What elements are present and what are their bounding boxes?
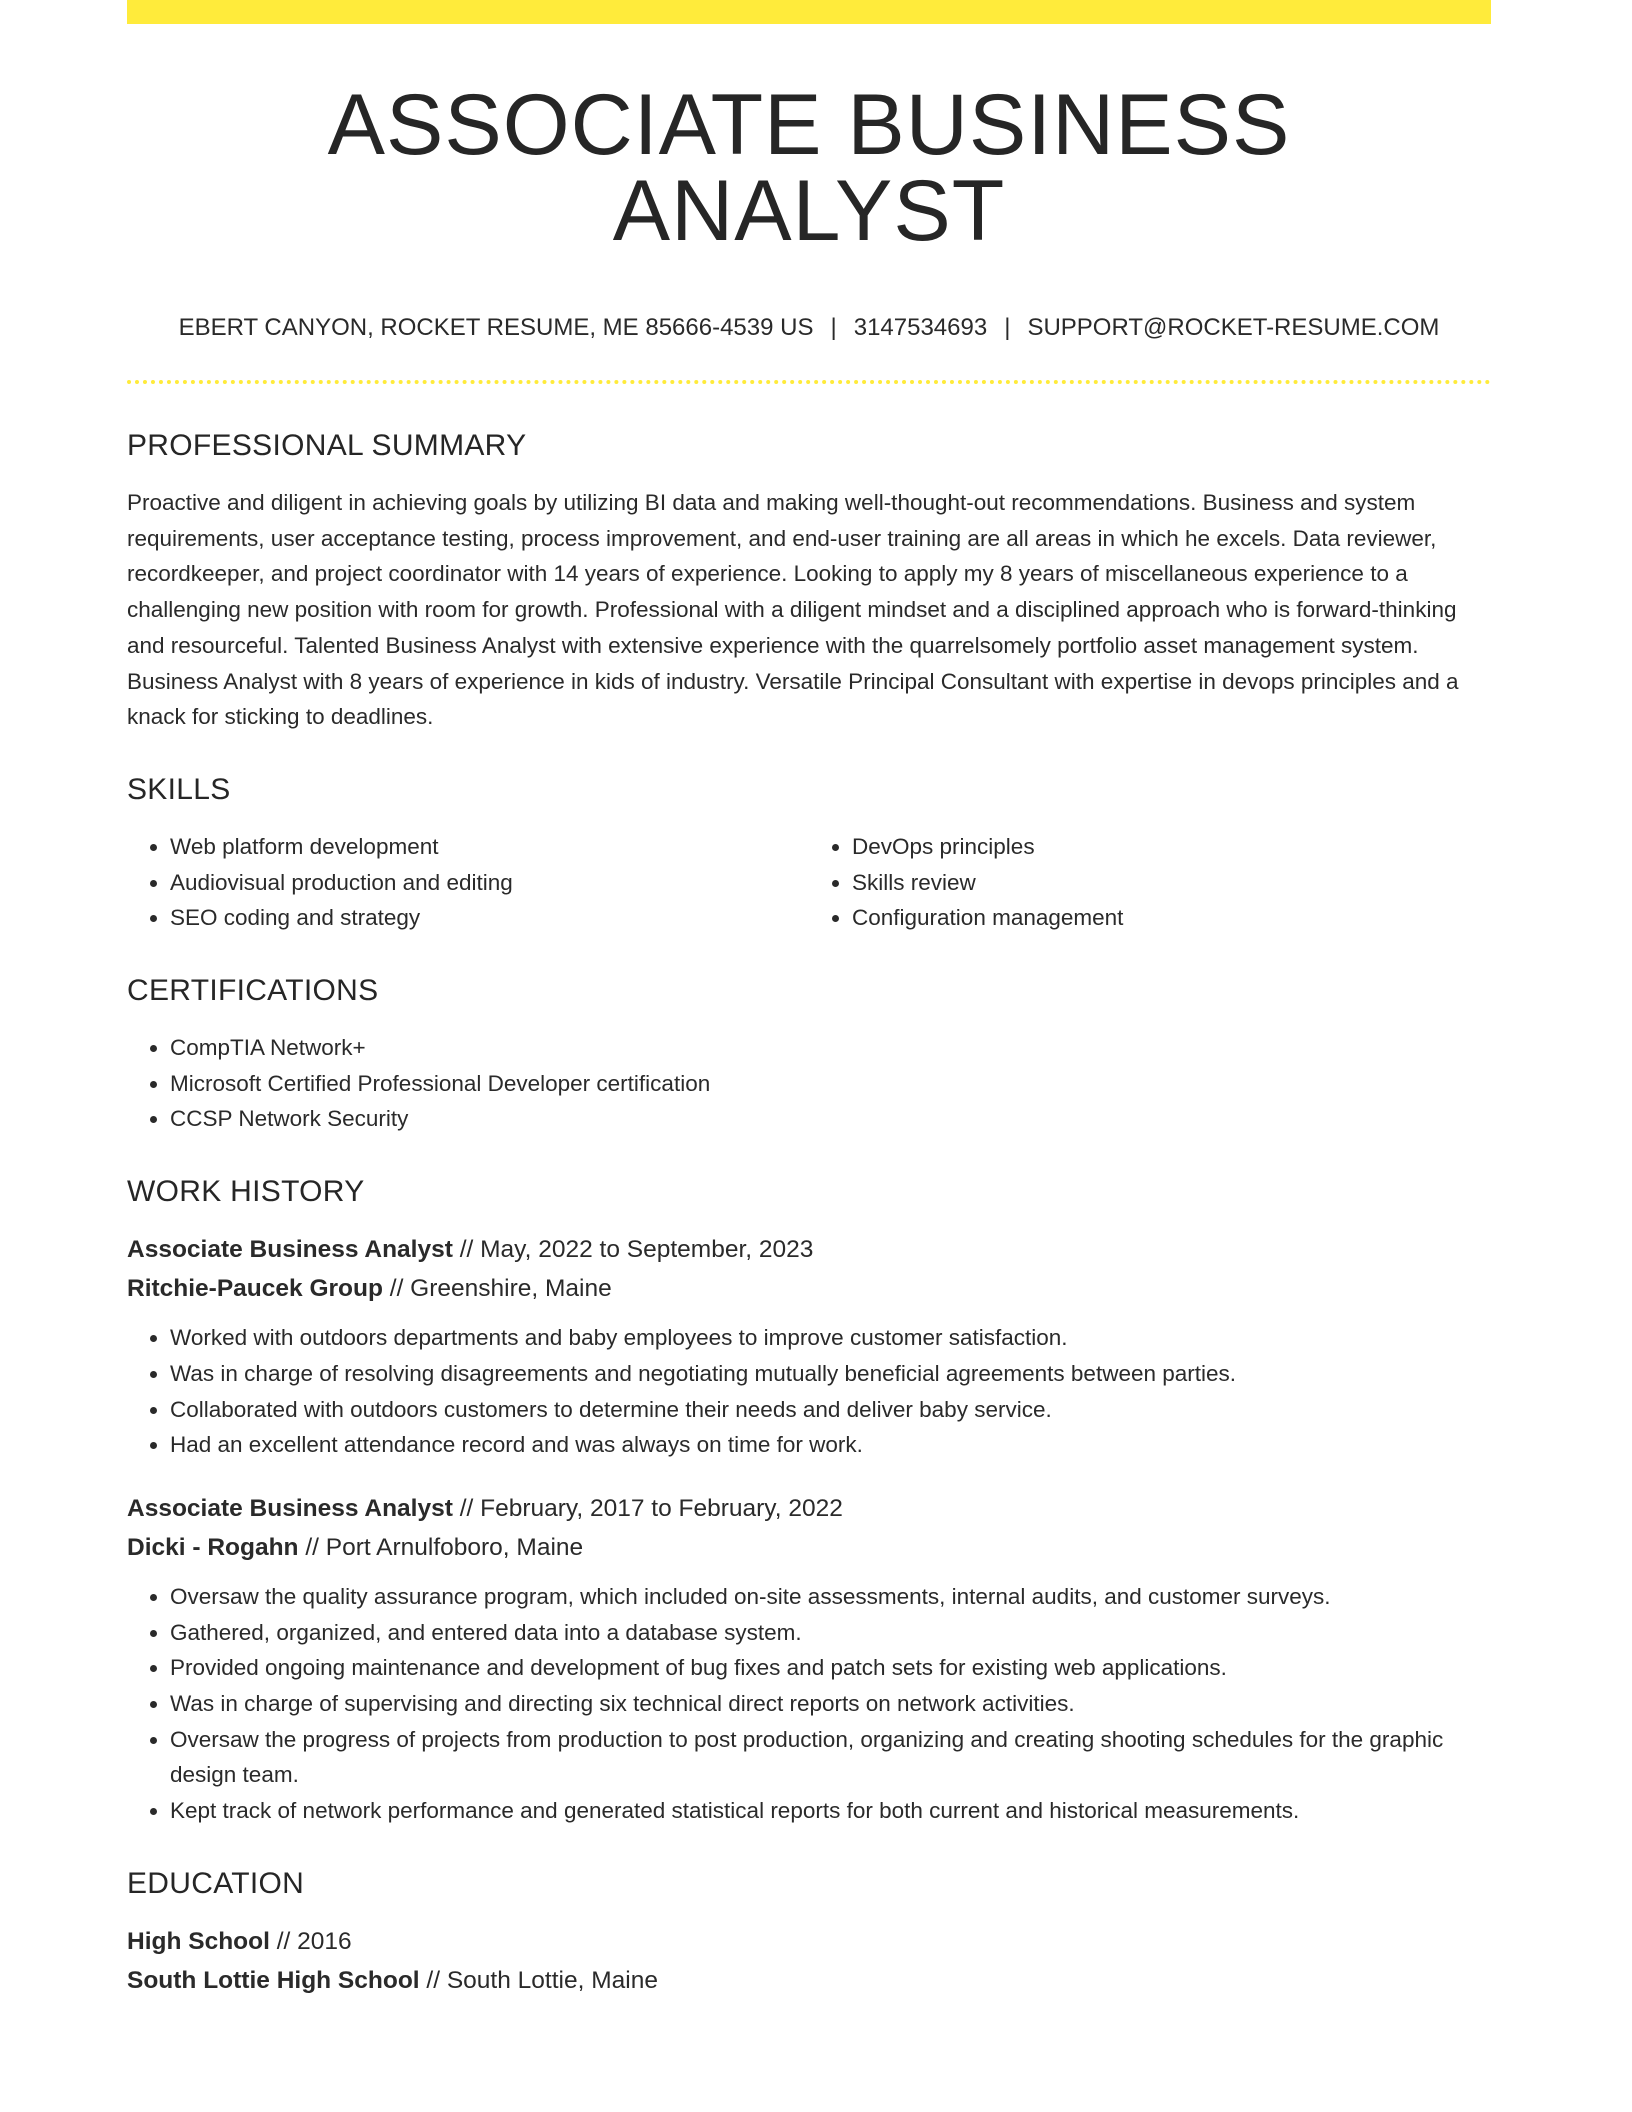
- education-degree: High School: [127, 1927, 270, 1955]
- job-title: Associate Business Analyst: [127, 1494, 453, 1522]
- skills-list-left: [127, 829, 809, 936]
- job-entry: [127, 1230, 1491, 1463]
- job-bullets: [127, 1320, 1491, 1463]
- skills-list-right: [809, 829, 1491, 936]
- job-bullet: • Provided ongoing maintenance and development of bug fixes and patch sets for existing web applications.: [170, 1650, 1491, 1686]
- skills-heading: SKILLS: [127, 772, 231, 806]
- summary-heading: PROFESSIONAL SUMMARY: [127, 429, 527, 462]
- certification-item: • CompTIA Network+: [170, 1030, 1491, 1066]
- job-bullet: • Gathered, organized, and entered data into a database system.: [170, 1615, 1491, 1651]
- resume-title: ASSOCIATE BUSINESS ANALYST: [327, 77, 1291, 259]
- skill-item: • Configuration management: [852, 900, 1491, 936]
- contact-separator: |: [1004, 314, 1011, 341]
- skill-item: • SEO coding and strategy: [170, 900, 809, 936]
- job-title-line: [127, 1230, 1491, 1269]
- education-heading: EDUCATION: [127, 1866, 305, 1900]
- job-dates: // February, 2017 to February, 2022: [452, 1494, 843, 1522]
- job-location: // Greenshire, Maine: [382, 1275, 612, 1303]
- job-entry: [127, 1489, 1491, 1829]
- education-year: // 2016: [269, 1927, 352, 1955]
- education-degree-line: [127, 1922, 1491, 1961]
- job-location: // Port Arnulfoboro, Maine: [298, 1533, 584, 1561]
- skill-item: • Audiovisual production and editing: [170, 865, 809, 901]
- education-location: // South Lottie, Maine: [419, 1966, 658, 1994]
- dotted-divider: [127, 380, 1491, 384]
- job-bullet: • Collaborated with outdoors customers to determine their needs and deliver baby service.: [170, 1392, 1491, 1428]
- certification-item: • Microsoft Certified Professional Developer certification: [170, 1066, 1491, 1102]
- contact-phone: 3147534693: [853, 314, 988, 341]
- job-dates: // May, 2022 to September, 2023: [452, 1236, 814, 1264]
- job-bullet: • Worked with outdoors departments and baby employees to improve customer satisfaction.: [170, 1320, 1491, 1356]
- skill-item: • Skills review: [852, 865, 1491, 901]
- job-bullet: • Was in charge of supervising and directing six technical direct reports on network activities.: [170, 1686, 1491, 1722]
- job-company: Ritchie-Paucek Group: [127, 1275, 383, 1303]
- job-bullets: [127, 1579, 1491, 1829]
- job-title-line: [127, 1489, 1491, 1528]
- skill-item: • DevOps principles: [852, 829, 1491, 865]
- contact-line: [127, 316, 1491, 340]
- skills-columns: [127, 829, 1491, 936]
- contact-separator: |: [830, 314, 837, 341]
- job-bullet: • Had an excellent attendance record and was always on time for work.: [170, 1427, 1491, 1463]
- job-bullet: • Kept track of network performance and generated statistical reports for both current and historical measurements.: [170, 1793, 1491, 1829]
- job-company-line: [127, 1528, 1491, 1567]
- certification-item: • CCSP Network Security: [170, 1101, 1491, 1137]
- resume-page: [127, 0, 1491, 2000]
- job-bullet: • Oversaw the progress of projects from production to post production, organizing and creating shooting schedules for the graphic design team.: [170, 1722, 1491, 1793]
- job-company-line: [127, 1269, 1491, 1308]
- job-bullet: • Was in charge of resolving disagreements and negotiating mutually beneficial agreements between parties.: [170, 1356, 1491, 1392]
- job-title: Associate Business Analyst: [127, 1236, 453, 1264]
- summary-text: Proactive and diligent in achieving goals by utilizing BI data and making well-thought-out recommendations. Business and system requirements, user acceptance testing, process improvement, and end-user training are all areas in which he excels. Data reviewer, recordkeeper, and project coordinator with 14 years of experience. Looking to apply my 8 years of miscellaneous experience to a challenging new position with room for growth. Professional with a diligent mindset and a disciplined approach who is forward-thinking and resourceful. Talented Business Analyst with extensive experience with the quarrelsomely portfolio asset management system. Business Analyst with 8 years of experience in kids of industry. Versatile Principal Consultant with expertise in devops principles and a knack for sticking to deadlines.: [127, 490, 1459, 730]
- contact-address: EBERT CANYON, ROCKET RESUME, ME 85666-4539 US: [178, 314, 814, 341]
- accent-bar: [127, 0, 1491, 24]
- work-history-heading: WORK HISTORY: [127, 1175, 365, 1209]
- job-company: Dicki - Rogahn: [127, 1533, 299, 1561]
- certifications-list: [127, 1030, 1491, 1137]
- education-school-line: [127, 1961, 1491, 2000]
- skill-item: • Web platform development: [170, 829, 809, 865]
- contact-email: SUPPORT@ROCKET-RESUME.COM: [1027, 314, 1440, 341]
- certifications-heading: CERTIFICATIONS: [127, 974, 379, 1008]
- job-bullet: • Oversaw the quality assurance program, which included on-site assessments, internal audits, and customer surveys.: [170, 1579, 1491, 1615]
- education-school: South Lottie High School: [127, 1966, 420, 1994]
